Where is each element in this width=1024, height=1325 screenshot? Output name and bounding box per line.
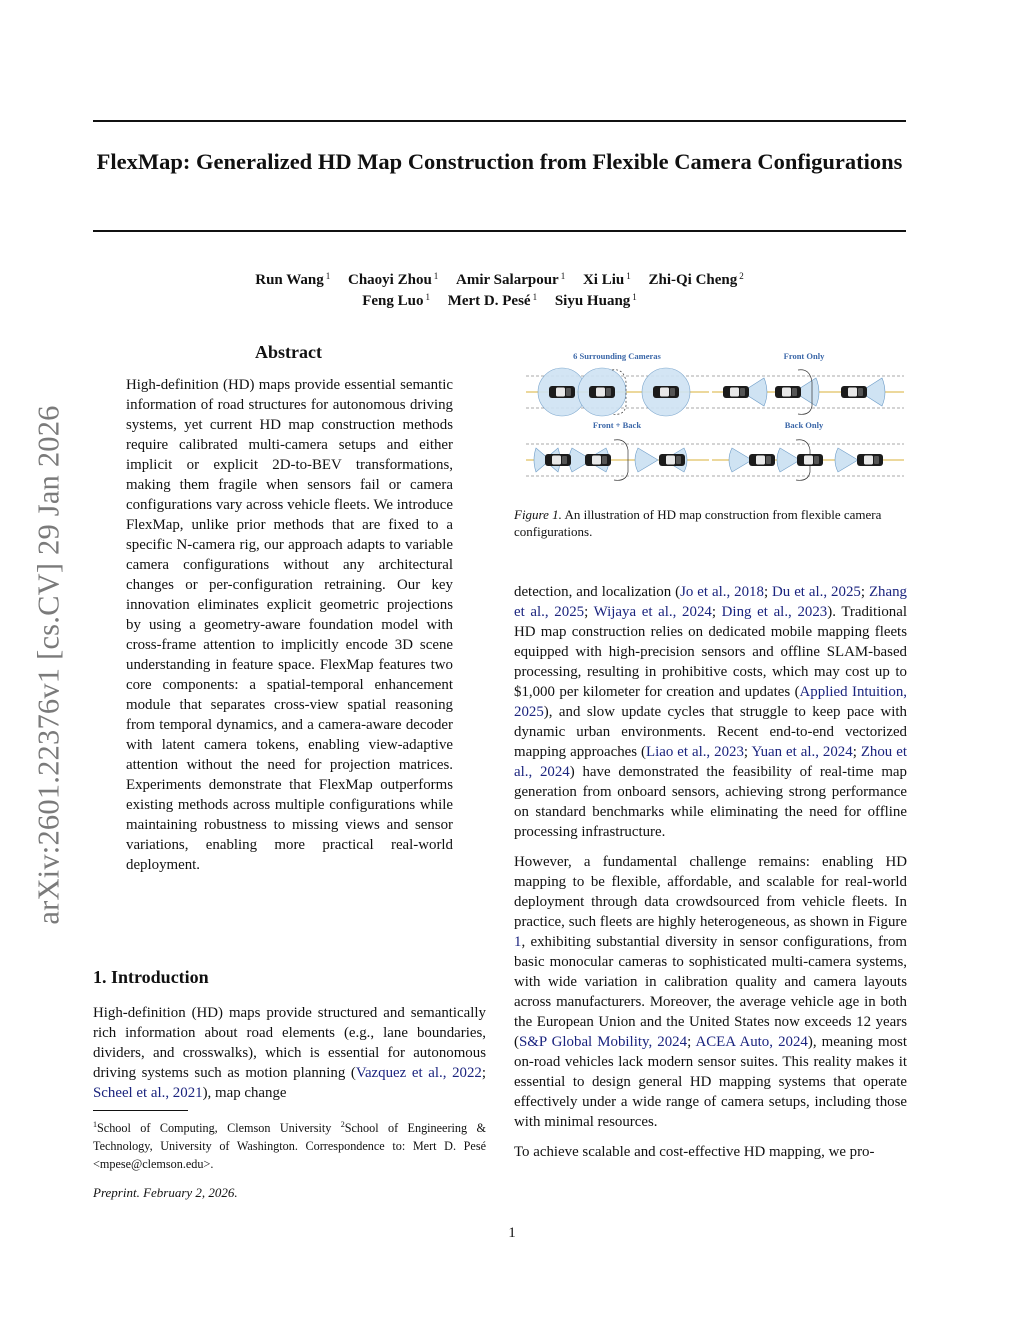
arxiv-stamp-text: arXiv:2601.22376v1 [cs.CV] 29 Jan 2026 <box>31 405 66 925</box>
author: Feng Luo $^1$ <box>362 292 430 309</box>
author: Siyu Huang $^1$ <box>554 292 637 309</box>
figure-1-caption: Figure 1. An illustration of HD map construction from flexible camera configurations. <box>514 507 882 539</box>
paper-title: FlexMap: Generalized HD Map Construction from Flexible Camera Configurations <box>96 149 903 174</box>
title-rule-top <box>93 120 906 122</box>
vehicle-icon <box>775 386 801 398</box>
abstract-heading: Abstract <box>255 342 322 362</box>
camera-coverage-back <box>729 448 858 472</box>
preprint-note: Preprint. February 2, 2026. <box>93 1185 238 1200</box>
vehicle-icon <box>653 386 679 398</box>
vehicle-icon <box>589 386 615 398</box>
paragraph: To achieve scalable and cost-effective HD mapping, we pro- <box>514 1144 875 1160</box>
vehicle-icon <box>585 454 611 466</box>
author: Run Wang $^1$ <box>255 271 331 288</box>
author: Zhi-Qi Cheng $^2$ <box>648 271 744 288</box>
citation-link[interactable]: Scheel et al., 2021 <box>93 1085 203 1101</box>
citation-link[interactable]: Liao et al., 2023 <box>645 744 744 760</box>
panel-label-back: Back Only <box>784 420 824 430</box>
panel-label-front-back: Front + Back <box>592 420 642 430</box>
vehicle-icon <box>659 454 685 466</box>
author: Amir Salarpour $^1$ <box>456 271 566 288</box>
vehicle-icon <box>841 386 867 398</box>
page-number: 1 <box>508 1225 516 1241</box>
vehicle-icon <box>797 454 823 466</box>
author: Mert D. Pesé $^1$ <box>447 292 538 309</box>
vehicle-icon <box>857 454 883 466</box>
citation-link[interactable]: Yuan et al., 2024 <box>751 744 853 760</box>
author-list-line-2 <box>93 287 906 311</box>
vehicle-icon <box>723 386 749 398</box>
citation-link[interactable]: Zhou et al., 2024 <box>514 744 907 780</box>
abstract-body: High-definition (HD) maps provide essential semantic information of road structures for autonomous driving systems, yet current HD map construction methods require calibrated multi-camera setups and either implicit or explicit 2D-to-BEV transformations, making them fragile when sensors fail or camera configurations vary across vehicle fleets. We introduce FlexMap, unlike prior methods that are fixed to a specific N-camera rig, our approach adapts to variable camera configurations without any architectural changes or per-configuration retraining. Our key innovation eliminates explicit geometric projections by using a geometry-aware foundation model with cross-frame attention to implicitly encode 3D scene understanding in feature space. FlexMap features two core components: a spatial-temporal enhancement module that separates cross-view spatial reasoning from temporal dynamics, and a camera-aware decoder with latent camera tokens, enabling view-adaptive attention without the need for projection matrices. Experiments demonstrate that FlexMap outperforms existing methods across multiple configurations while maintaining robustness to missing views and sensor variations, enabling more practical real-world deployment. <box>126 377 453 873</box>
panel-label-front: Front Only <box>783 351 825 361</box>
figure-1-illustration <box>514 348 906 488</box>
title-rule-bottom <box>93 230 906 232</box>
intro-heading: 1. Introduction <box>93 967 209 987</box>
figure-caption-label: Figure 1. <box>514 507 562 522</box>
vehicle-icon <box>749 454 775 466</box>
vehicle-icon <box>549 386 575 398</box>
figure-reference-link[interactable]: 1 <box>514 934 522 950</box>
citation-link[interactable]: Du et al., 2025 <box>772 584 861 600</box>
intro-paragraph: High-definition (HD) maps provide structured and semantically rich information about road elements (e.g., lane boundaries, dividers, and crosswalks), which is essential for autonomous driving systems such as motion planning (Vazquez et al., 2022; Scheel et al., 2021), map change <box>93 1005 486 1101</box>
citation-link[interactable]: Vazquez et al., 2022 <box>355 1065 482 1081</box>
affiliation-footnote: $^1$School of Computing, Clemson University $^2$School of Engineering & Technology, University of Washington. Correspondence to: Mert D. Pesé <mpese@clemson.edu>. <box>93 1120 486 1171</box>
citation-link[interactable]: Applied Intuition, 2025 <box>514 684 907 720</box>
citation-link[interactable]: Wijaya et al., 2024 <box>593 604 712 620</box>
right-column-body <box>514 582 907 1172</box>
citation-link[interactable]: Zhang et al., 2025 <box>514 584 907 620</box>
figure-1 <box>514 348 906 488</box>
vehicle-icon <box>545 454 571 466</box>
footnote-rule <box>93 1110 188 1111</box>
citation-link[interactable]: S&P Global Mobility, 2024 <box>518 1034 688 1050</box>
author: Chaoyi Zhou $^1$ <box>348 271 439 288</box>
author: Xi Liu $^1$ <box>582 271 631 288</box>
panel-label-surround: 6 Surrounding Cameras <box>573 351 661 361</box>
paragraph: However, a fundamental challenge remains: enabling HD mapping to be flexible, affordable, and scalable for real-world deployment through data crowdsourced from vehicle fleets. In practice, such fleets are highly heterogeneous, as shown in Figure 1, exhibiting substantial diversity in sensor configurations, from basic monocular cameras to sophisticated multi-camera systems, with wide variation in calibration quality and camera layouts across manufacturers. Moreover, the average vehicle age in both the European Union and the United States now exceeds 12 years (S&P Global Mobility, 2024; ACEA Auto, 2024), meaning most on-road vehicles lack modern sensor suites. This reality makes it essential to design general HD mapping systems that operate effectively under a wide range of camera setups, including those with minimal resources. <box>514 854 907 1130</box>
paragraph: detection, and localization (Jo et al., 2018; Du et al., 2025; Zhang et al., 2025; Wijaya et al., 2024; Ding et al., 2023). Traditional HD map construction relies on dedicated mobile mapping fleets equipped with high-precision sensors and offline SLAM-based processing, resulting in prohibitive costs, which may cost up to $1,000 per kilometer for creation and updates (Applied Intuition, 2025), and slow update cycles that struggle to keep pace with dynamic urban environments. Recent end-to-end vectorized mapping approaches (Liao et al., 2023; Yuan et al., 2024; Zhou et al., 2024) have demonstrated the feasibility of real-time map generation from onboard sensors, achieving strong performance on standard benchmarks while eliminating the need for offline processing infrastructure. <box>514 584 907 840</box>
citation-link[interactable]: ACEA Auto, 2024 <box>695 1034 808 1050</box>
citation-link[interactable]: Jo et al., 2018 <box>680 584 764 600</box>
citation-link[interactable]: Ding et al., 2023 <box>721 604 828 620</box>
